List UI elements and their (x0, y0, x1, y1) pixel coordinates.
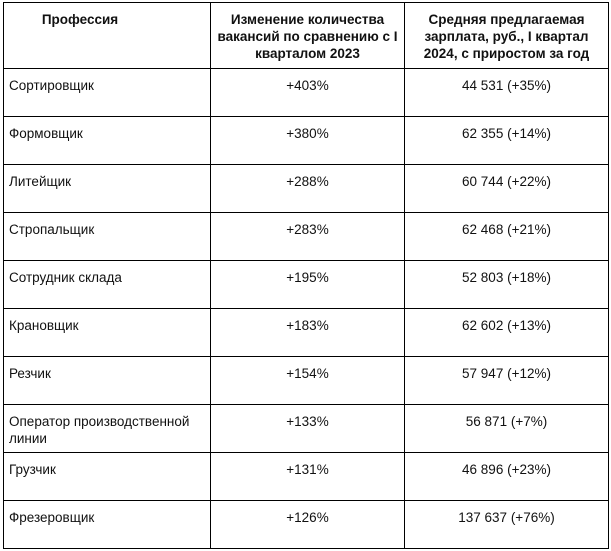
cell-salary: 46 896 (+23%) (405, 453, 609, 501)
cell-profession: Фрезеровщик (4, 501, 211, 549)
cell-vacancy-change: +288% (211, 165, 405, 213)
table-row (4, 453, 609, 501)
cell-profession: Оператор производственной линии (4, 405, 211, 453)
cell-salary: 56 871 (+7%) (405, 405, 609, 453)
cell-profession: Сортировщик (4, 69, 211, 117)
table-row (4, 501, 609, 549)
cell-salary: 62 468 (+21%) (405, 213, 609, 261)
cell-salary: 137 637 (+76%) (405, 501, 609, 549)
table-row (4, 261, 609, 309)
header-vacancy-change: Изменение количества вакансий по сравнению с I кварталом 2023 (211, 3, 405, 69)
vacancy-table (3, 2, 609, 549)
cell-salary: 57 947 (+12%) (405, 357, 609, 405)
table-row (4, 165, 609, 213)
header-salary: Средняя предлагаемая зарплата, руб., I квартал 2024, с приростом за год (405, 3, 609, 69)
cell-vacancy-change: +195% (211, 261, 405, 309)
table-row (4, 405, 609, 453)
table-row (4, 309, 609, 357)
cell-profession: Грузчик (4, 453, 211, 501)
cell-salary: 44 531 (+35%) (405, 69, 609, 117)
cell-vacancy-change: +133% (211, 405, 405, 453)
cell-vacancy-change: +403% (211, 69, 405, 117)
cell-vacancy-change: +183% (211, 309, 405, 357)
cell-salary: 60 744 (+22%) (405, 165, 609, 213)
table-row (4, 117, 609, 165)
table-row (4, 69, 609, 117)
cell-salary: 62 355 (+14%) (405, 117, 609, 165)
cell-vacancy-change: +380% (211, 117, 405, 165)
cell-profession: Резчик (4, 357, 211, 405)
cell-vacancy-change: +154% (211, 357, 405, 405)
cell-profession: Крановщик (4, 309, 211, 357)
cell-salary: 52 803 (+18%) (405, 261, 609, 309)
table-row (4, 357, 609, 405)
cell-salary: 62 602 (+13%) (405, 309, 609, 357)
cell-vacancy-change: +283% (211, 213, 405, 261)
table-row (4, 213, 609, 261)
cell-vacancy-change: +131% (211, 453, 405, 501)
header-row (4, 3, 609, 69)
header-profession: Профессия (4, 3, 211, 69)
cell-profession: Формовщик (4, 117, 211, 165)
cell-profession: Литейщик (4, 165, 211, 213)
cell-vacancy-change: +126% (211, 501, 405, 549)
cell-profession: Сотрудник склада (4, 261, 211, 309)
cell-profession: Стропальщик (4, 213, 211, 261)
